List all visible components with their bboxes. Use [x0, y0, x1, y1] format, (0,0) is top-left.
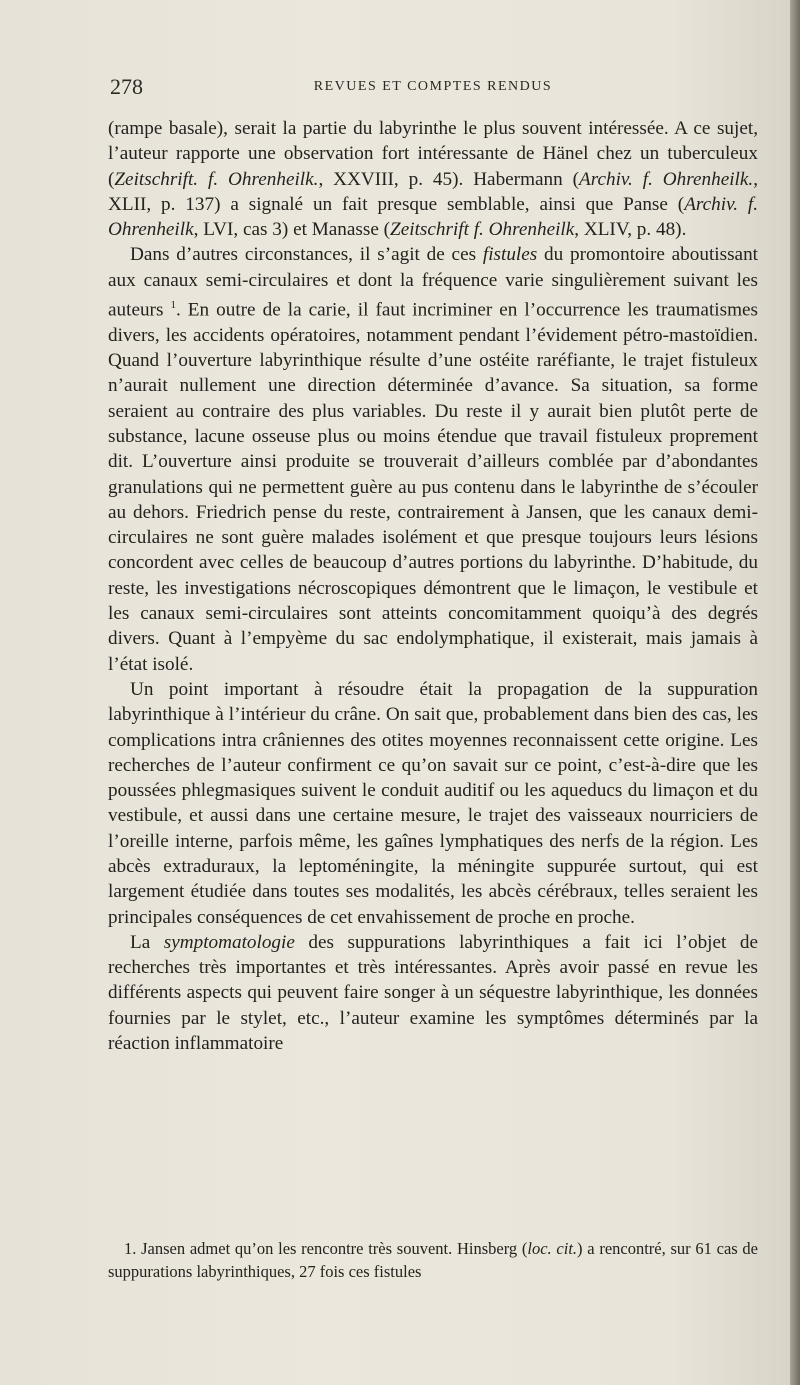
italic-text: Zeitschrift f. Ohrenheilk — [390, 219, 575, 241]
footnote — [108, 1237, 758, 1283]
running-title: REVUES ET COMPTES RENDUS — [313, 79, 553, 94]
text-run: , XLIV, p. 48). — [574, 219, 687, 241]
text-run: , XLII, p. 137) a signalé un fait presque semblable, ainsi que Panse ( — [108, 168, 758, 215]
body-text — [108, 116, 758, 1056]
paragraph — [108, 242, 758, 676]
text-run: des suppurations labyrinthiques a fait ici l’objet de recherches très importantes et très intéressantes. Après avoir passé en revue les différents aspects qui peuvent faire songer à un séquestre labyrinthique, les données fournies par le stylet, etc., l’auteur examine les symptômes déterminés par la réaction inflammatoire — [108, 931, 758, 1055]
italic-text: loc. cit. — [527, 1239, 578, 1258]
text-run: La — [130, 931, 164, 953]
footnote-text — [108, 1237, 758, 1283]
italic-text: Archiv. f. Ohrenheilk. — [579, 168, 754, 190]
text-run: Un point important à résoudre était la propagation de la suppuration labyrinthique à l’intérieur du crâne. On sait que, probablement dans bien des cas, les complications intra crâniennes des otites moyennes reconnaissent cette origine. Les recherches de l’auteur confirment ce qu’on savait sur ce point, c’est-à-dire que les poussées phlegmasiques suivent le conduit auditif ou les aqueducs du limaçon et du vestibule, et aussi dans une certaine mesure, le trajet des vaisseaux nourriciers de l’oreille interne, parfois même, les gaînes lymphatiques des nerfs de la région. Les abcès extraduraux, la leptoméningite, la méningite suppurée surtout, qui est largement étudiée dans toutes ses modalités, les abcès cérébraux, telles seraient les principales conséquences de cet envahissement de proche en proche. — [108, 678, 758, 928]
page-edge-shadow — [790, 0, 800, 1385]
italic-text: Zeitschrift. f. Ohrenheilk. — [114, 168, 319, 190]
text-run: 1. Jansen admet qu’on les rencontre très souvent. Hinsberg ( — [124, 1239, 528, 1258]
text-run: , LVI, cas 3) et Manasse ( — [193, 219, 391, 241]
paragraph — [108, 677, 758, 930]
text-run: , XXVIII, p. 45). Habermann ( — [318, 168, 580, 190]
text-run: (rampe basale), serait la partie du labyrinthe le plus souvent intéressée. A ce sujet, l’auteur rapporte une observation fort intéressante de Hänel chez un tuberculeux ( — [108, 118, 758, 190]
italic-text: fistules — [482, 244, 538, 266]
italic-text: symptomatologie — [163, 931, 295, 953]
text-run: Dans d’autres circonstances, il s’agit de ces — [130, 244, 483, 266]
text-run: . En outre de la carie, il faut incriminer en l’occurrence les traumatismes divers, les accidents opératoires, notamment pendant l’évidement pétro-mastoïdien. Quand l’ouverture labyrinthique résulte d’une ostéite raréfiante, le trajet fistuleux n’aurait nullement une direction déterminée d’avance. Sa situation, sa forme seraient au contraire des plus variables. Du reste il y aurait bien plutôt perte de substance, lacune osseuse plus ou moins étendue que travail fistuleux proprement dit. L’ouverture ainsi produite se trouverait d’ailleurs comblée par d’abondantes granulations qui ne permettent guère au pus contenu dans le labyrinthe de s’écouler au dehors. Friedrich pense du reste, contrairement à Jansen, que les canaux demi-circulaires ne sont guère malades isolément et que presque toujours leurs lésions concordent avec celles de beaucoup d’autres portions du labyrinthe. D’habitude, du reste, les investigations nécroscopiques démontrent que le limaçon, le vestibule et les canaux semi-circulaires sont atteints concomitamment quoiqu’à des degrés divers. Quant à l’empyème du sac endolymphatique, il existerait, mais jamais à l’état isolé. — [108, 299, 758, 675]
page-number: 278 — [110, 74, 143, 99]
paragraph — [108, 930, 758, 1056]
page-header — [110, 74, 756, 104]
paragraph — [108, 116, 758, 242]
text-run: du promontoire aboutissant aux canaux semi-circulaires et dont la fréquence varie singulièrement suivant les auteurs — [108, 244, 758, 321]
italic-text: Archiv. f. Ohrenheilk — [108, 193, 758, 241]
text-run: ) a rencontré, sur 61 cas de suppurations labyrinthiques, 27 fois ces fistules — [108, 1239, 758, 1281]
footnote-ref: 1 — [170, 299, 176, 312]
